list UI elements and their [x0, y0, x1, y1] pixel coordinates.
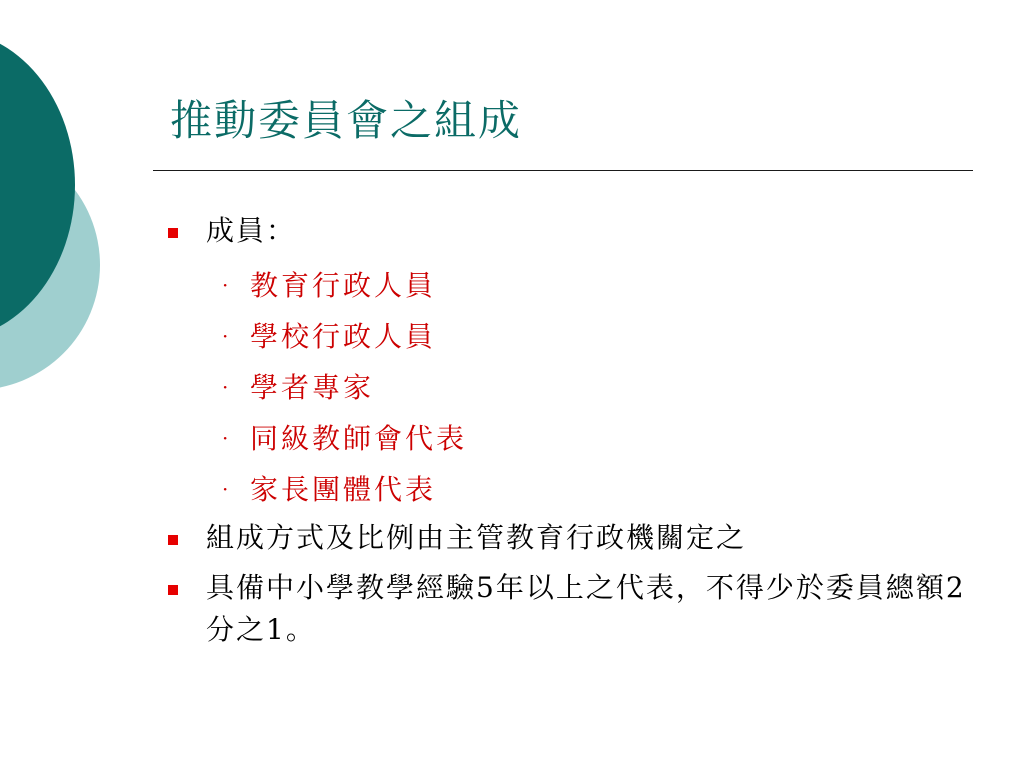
- member-sub-list: [160, 260, 980, 515]
- slide-body: [160, 210, 980, 651]
- sub-item-text: 同級教師會代表: [250, 422, 468, 455]
- list-item: [160, 464, 980, 515]
- dot-bullet-icon: ·: [222, 477, 232, 501]
- sub-item-text: 學校行政人員: [250, 320, 437, 353]
- list-item: [160, 311, 980, 362]
- title-divider: [153, 170, 973, 171]
- sub-item-text: 家長團體代表: [250, 473, 437, 506]
- list-item: [160, 362, 980, 413]
- square-bullet-icon: [168, 228, 178, 238]
- dot-bullet-icon: ·: [222, 426, 232, 450]
- bullet-experience-requirement: [160, 567, 980, 651]
- bullet-text: 組成方式及比例由主管教育行政機關定之: [206, 521, 747, 554]
- bullet-text: 成員：: [206, 214, 297, 247]
- dot-bullet-icon: ·: [222, 273, 232, 297]
- bullet-members: [160, 210, 980, 252]
- dot-bullet-icon: ·: [222, 324, 232, 348]
- dot-bullet-icon: ·: [222, 375, 232, 399]
- square-bullet-icon: [168, 585, 178, 595]
- list-item: [160, 413, 980, 464]
- sub-item-text: 學者專家: [250, 371, 375, 404]
- list-item: [160, 260, 980, 311]
- bullet-composition-method: [160, 517, 980, 559]
- square-bullet-icon: [168, 535, 178, 545]
- slide-title: 推動委員會之組成: [170, 96, 523, 145]
- sub-item-text: 教育行政人員: [250, 269, 437, 302]
- bullet-text: 具備中小學教學經驗5年以上之代表，不得少於委員總額2分之1。: [206, 571, 966, 646]
